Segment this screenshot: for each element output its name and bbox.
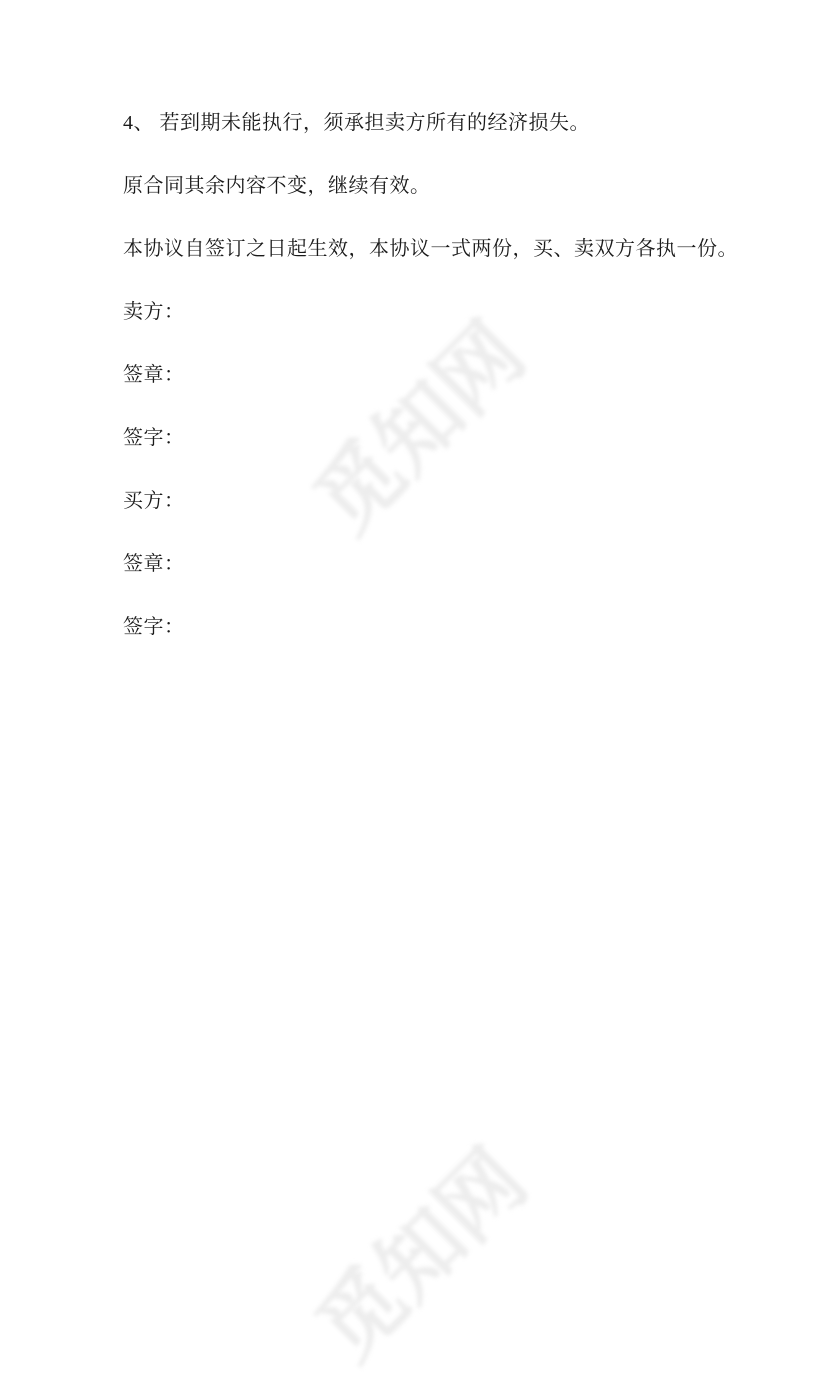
label-seller-seal: 签章： [123, 364, 185, 386]
paragraph-clause-4: 4、 若到期未能执行，须承担卖方所有的经济损失。 [123, 112, 590, 134]
label-buyer-seal: 签章： [123, 553, 185, 575]
document-body [123, 113, 740, 680]
label-seller: 卖方： [123, 301, 185, 323]
label-buyer-signature: 签字： [123, 616, 185, 638]
paragraph-effective-date: 本协议自签订之日起生效，本协议一式两份，买、卖双方各执一份。 [123, 238, 738, 260]
label-seller-signature: 签字： [123, 427, 185, 449]
label-buyer: 买方： [123, 490, 185, 512]
watermark-bottom-partial: 觅知网 [300, 1133, 545, 1378]
paragraph-remaining-terms: 原合同其余内容不变，继续有效。 [123, 175, 431, 197]
watermark-center: 觅知网 [298, 306, 543, 551]
